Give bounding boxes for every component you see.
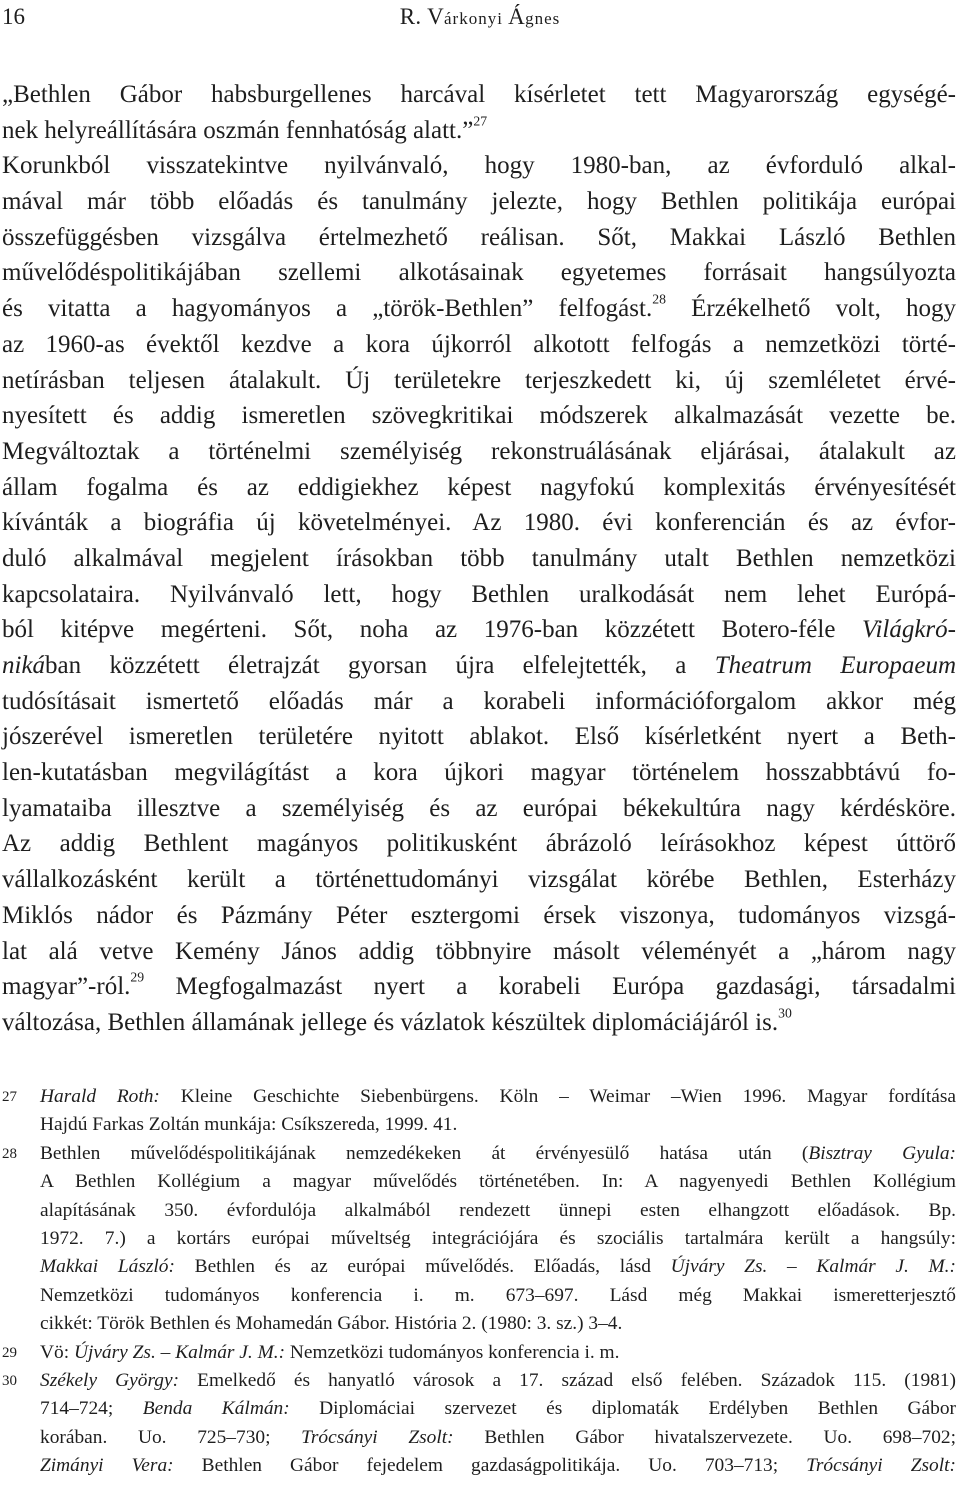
footnote-number: 27: [2, 1089, 17, 1105]
author-initial: R.: [399, 4, 428, 29]
footnote-28: 28 Bethlen művelődéspolitikájának nemzedékeken át érvényesülő hatása után (Bisztray Gyula: A Bethlen Kollégium a magyar művelődés történetében. In: A nagyenyedi Bethlen Kollégium alapításának 350. évfordulója alkalmából rendezett ünnepi esten elhangzott előadások. Bp. 1972. 7.) a kortárs európai műveltség integrációjára és szociális tartalmára került a hangsúly: Makkai László: Bethlen és az európai művelődés. Előadás, lásd Újváry Zs. – Kalmár J. M.: Nemzetközi tudományos konferencia i. m. 673–697. Lásd még Makkai ismeretterjesztő cikkét: Török Bethlen és Mohamedán Gábor. História 2. (1980: 3. sz.) 3–4.: [2, 1140, 956, 1339]
text-line: tudósításait ismertető előadás már a korabeli információforgalom akkor még: [2, 687, 956, 715]
page-number: 16: [2, 4, 25, 29]
text-line: mával már több előadás és tanulmány jelezte, hogy Bethlen politikája európai: [2, 188, 956, 216]
text-line: és vitatta a hagyományos a „török-Bethlen” felfogást.$^{28}$ Érzékelhető volt, hogy: [2, 291, 957, 323]
running-head: [0, 4, 960, 30]
text-line: Megváltoztak a történelmi személyiség rekonstruálásának eljárásai, átalakult az: [2, 437, 956, 465]
footnote-ref[interactable]: 28: [652, 291, 666, 307]
text-line: lyamataiba illesztve a személyiség és az európai békekultúra nagy kérdésköre.: [2, 794, 956, 822]
footnotes: [2, 1083, 956, 1480]
italic-title: Theatrum Europaeum: [714, 652, 956, 679]
text-line: jószerével ismeretlen területére nyitott ablakot. Első kísérletként nyert a Beth-: [2, 723, 956, 751]
text-line: netírásban teljesen átalakult. Új területekre terjeszkedett ki, új szemléletet érvé-: [2, 366, 956, 394]
footnote-30: 30 Székely György: Emelkedő és hanyatló városok a 17. század első felében. Századok 115. (1981) 714–724; Benda Kálmán: Diplomáciai szervezet és diplomaták Erdélyben Bethlen Gábor korában. Uo. 725–730; Trócsányi Zsolt: Bethlen Gábor hivatalszervezete. Uo. 698–702; Zimányi Vera: Bethlen Gábor fejedelem gazdaságpolitikája. Uo. 703–713; Trócsányi Zsolt:: [2, 1367, 956, 1481]
text-line: kapcsolataira. Nyilvánvaló lett, hogy Bethlen uralkodását nem lehet Európá-: [2, 580, 956, 608]
text-line: len-kutatásban megvilágítást a kora újkori magyar történelem hosszabbtávú fo-: [2, 759, 956, 787]
italic-title: Világkró-: [862, 616, 956, 644]
footnote-29: 29 Vö: Újváry Zs. – Kalmár J. M.: Nemzetközi tudományos konferencia i. m.: [2, 1339, 956, 1367]
main-text: [2, 77, 956, 1041]
text-line: állam fogalma és az eddigiekhez képest nagyfokú komplexitás érvényesítését: [2, 473, 956, 501]
text-line: Az addig Bethlent magányos politikusként ábrázoló leírásokhoz képest úttörő: [2, 830, 956, 858]
text-line: Miklós nádor és Pázmány Péter esztergomi érsek viszonya, tudományos vizsgá-: [2, 901, 956, 929]
text-line: lat alá vetve Kemény János addig többnyire másolt véleményét a „három nagy: [2, 937, 956, 965]
author-given-rest: gnes: [525, 9, 561, 28]
text-line: „Bethlen Gábor habsburgellenes harcával kísérletet tett Magyarország egységé-: [2, 81, 956, 108]
author-surname-initial: V: [427, 4, 444, 29]
footnote-number: 28: [2, 1145, 17, 1162]
page-header: [0, 0, 960, 40]
text-line: vállalkozásként került a történettudományi vizsgálat körébe Bethlen, Esterházy: [2, 866, 956, 894]
text-line: változása, Bethlen államának jellege és vázlatok készültek diplomáciájáról is.$^{30}$: [2, 1005, 792, 1036]
footnote-number: 29: [2, 1344, 17, 1361]
text-line: nyesített és addig ismeretlen szövegkritikai módszerek alkalmazását vezette be.: [2, 402, 956, 430]
text-line: Korunkból visszatekintve nyilvánvaló, hogy 1980-ban, az évforduló alkal-: [2, 152, 956, 180]
italic-title: niká: [2, 652, 46, 679]
text-line: magyar”-ról.$^{29}$ Megfogalmazást nyert a korabeli Európa gazdasági, társadalmi: [2, 969, 956, 1001]
text-line: összefüggésben vizsgálva értelmezhető reálisan. Sőt, Makkai László Bethlen: [2, 223, 956, 251]
text-line: ból kitépve megérteni. Sőt, noha az 1976-ban közzétett Botero-féle Világkró-: [2, 616, 956, 644]
text-line: nek helyreállítására oszmán fennhatóság alatt.”$^{27}$: [2, 113, 488, 144]
footnote-ref[interactable]: 27: [473, 113, 488, 129]
footnote-ref[interactable]: 30: [778, 1005, 792, 1021]
text-line: nikában közzétett életrajzát gyorsan újra elfelejtették, a Theatrum Europaeum: [2, 652, 956, 679]
author-surname-rest: árkonyi: [443, 9, 509, 28]
text-line: kívánták a biográfia új követelményei. Az 1980. évi konferencián és az évfor-: [2, 509, 956, 537]
footnote-number: 30: [2, 1372, 17, 1389]
author-given-initial: Á: [508, 4, 526, 29]
text-line: az 1960-as évektől kezdve a kora újkorról alkotott felfogás a nemzetközi törté-: [2, 330, 956, 358]
footnote-ref[interactable]: 29: [130, 969, 145, 985]
text-line: művelődéspolitikájában szellemi alkotásainak egyetemes forrásait hangsúlyozta: [2, 259, 956, 287]
text-line: duló alkalmával megjelent írásokban több tanulmány utalt Bethlen nemzetközi: [2, 544, 956, 572]
footnote-27: 27 Harald Roth: Kleine Geschichte Siebenbürgens. Köln – Weimar –Wien 1996. Magyar fordítása Hajdú Farkas Zoltán munkája: Csíkszereda, 1999. 41.: [2, 1083, 956, 1140]
